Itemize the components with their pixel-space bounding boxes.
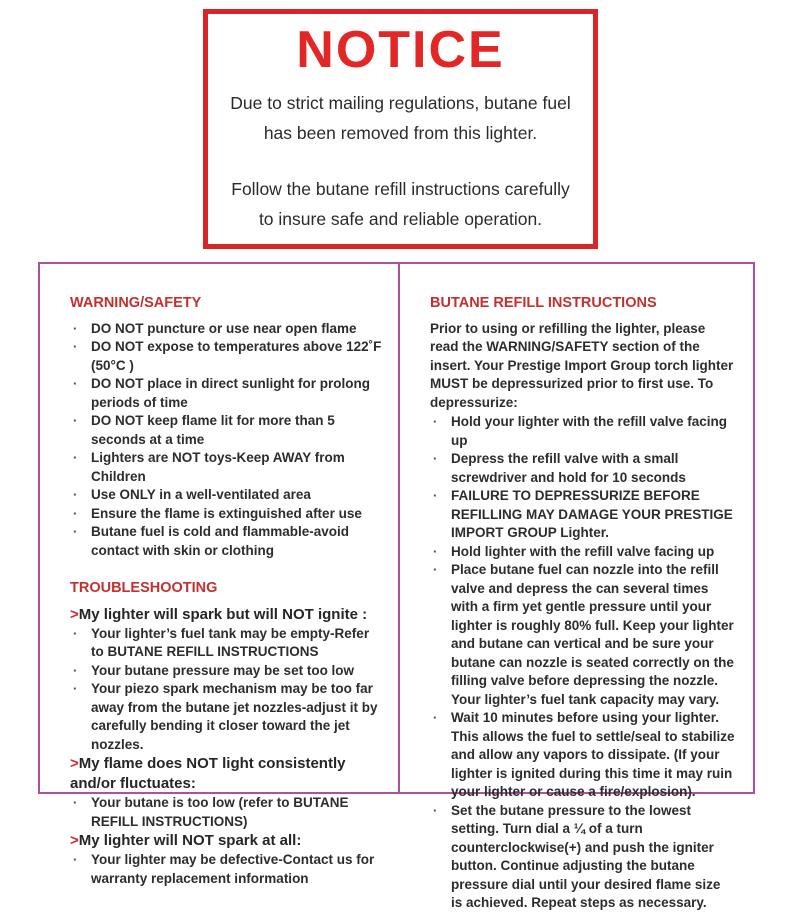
warning-item-text: DO NOT place in direct sunlight for prolong periods of time (91, 376, 371, 410)
arrow-marker-icon: > (70, 605, 79, 623)
warning-list-item (70, 449, 382, 486)
troubleshooting-heading (70, 605, 382, 625)
refill-step-text: FAILURE TO DEPRESSURIZE BEFORE REFILLING MAY DAMAGE YOUR PRESTIGE IMPORT GROUP Lighter. (451, 488, 733, 540)
warning-list-item (70, 320, 382, 339)
refill-step-text: Place butane fuel can nozzle into the refill valve and depress the can several times with a firm yet gentle pressure until your lighter is roughly 80% full. Keep your lighter and butane can vertical and be sure your butane can nozzle is seated correctly on the filling valve before depressing the nozzle. Your lighter’s fuel tank capacity may vary. (451, 562, 734, 707)
warning-list-item (70, 505, 382, 524)
troubleshooting-item-text: Your butane pressure may be set too low (91, 662, 355, 678)
refill-step-item (430, 487, 735, 543)
bullet-dot-icon: · (73, 505, 78, 521)
bullet-dot-icon: · (73, 450, 78, 465)
arrow-marker-icon: > (70, 832, 79, 849)
refill-steps-list (430, 413, 735, 913)
troubleshooting-heading-text: My lighter will NOT spark at all: (78, 832, 302, 849)
bullet-dot-icon: · (73, 662, 78, 678)
bullet-dot-icon: · (73, 487, 78, 502)
warning-item-text: Lighters are NOT toys-Keep AWAY from Children (91, 450, 345, 484)
troubleshooting-list-item (70, 851, 382, 888)
troubleshooting-list-1 (70, 625, 382, 755)
warning-item-text: DO NOT expose to temperatures above 122˚F (50°C ) (91, 339, 382, 373)
bullet-dot-icon: · (433, 414, 438, 429)
bullet-dot-icon: · (433, 543, 438, 559)
bullet-dot-icon: · (73, 320, 78, 336)
troubleshooting-list-3 (70, 851, 382, 888)
notice-paragraph-1: Due to strict mailing regulations, butane fuel has been removed from this lighter. (230, 93, 571, 143)
warning-list-item (70, 338, 382, 375)
arrow-marker-icon: > (70, 755, 79, 772)
bullet-dot-icon: · (73, 339, 78, 354)
troubleshooting-section-1 (70, 605, 382, 755)
bullet-dot-icon: · (433, 488, 438, 503)
troubleshooting-list-2 (70, 794, 382, 831)
warning-list-item (70, 523, 382, 560)
refill-step-item (430, 413, 735, 450)
warning-item-text: DO NOT puncture or use near open flame (91, 320, 357, 336)
troubleshooting-section-2 (70, 754, 382, 831)
warning-list-item (70, 375, 382, 412)
warning-list-item (70, 486, 382, 505)
refill-step-item (430, 450, 735, 487)
notice-title: NOTICE (296, 21, 505, 79)
troubleshooting-section-3 (70, 831, 382, 888)
bullet-dot-icon: · (433, 802, 438, 818)
troubleshooting-heading (70, 831, 382, 851)
refill-intro: Prior to using or refilling the lighter, please read the WARNING/SAFETY section of the insert. Your Prestige Import Group torch lighter MUST be depressurized prior to first use. To depressurize: (430, 320, 734, 410)
refill-step-item (430, 543, 735, 562)
troubleshooting-heading-text: My lighter will spark but will NOT ignite : (78, 605, 368, 623)
troubleshooting-section-title: TROUBLESHOOTING (70, 580, 218, 596)
warning-section-title: WARNING/SAFETY (70, 295, 202, 311)
warning-list (70, 320, 382, 561)
warning-item-text: DO NOT keep flame lit for more than 5 seconds at a time (91, 413, 335, 447)
warning-item-text: Ensure the flame is extinguished after use (91, 505, 362, 521)
bullet-dot-icon: · (433, 562, 438, 577)
refill-column (400, 264, 753, 910)
troubleshooting-item-text: Your butane is too low (refer to BUTANE REFILL INSTRUCTIONS) (91, 795, 349, 829)
bullet-dot-icon: · (73, 852, 78, 867)
troubleshooting-list-item (70, 662, 382, 681)
refill-step-text: Set the butane pressure to the lowest setting. Turn dial a ¼ of a turn counterclockwise(+) and push the igniter button. Continue adjusting the butane pressure dial until your desired flame size is achieved. Repeat steps as necessary. (451, 802, 721, 910)
refill-step-item (430, 561, 735, 709)
refill-step-text: Hold lighter with the refill valve facing up (451, 543, 715, 559)
warning-column (40, 264, 400, 886)
refill-step-text: Hold your lighter with the refill valve facing up (451, 414, 728, 448)
refill-step-item (430, 709, 735, 802)
troubleshooting-list-item (70, 680, 382, 754)
refill-section-title: BUTANE REFILL INSTRUCTIONS (430, 295, 657, 311)
refill-step-item (430, 802, 735, 913)
bullet-dot-icon: · (73, 681, 78, 696)
troubleshooting-heading-text: My flame does NOT light consistently and/or fluctuates: (70, 755, 346, 792)
refill-step-text: Wait 10 minutes before using your lighter. This allows the fuel to settle/seal to stabilize and allow any vapors to dissipate. (If your lighter is ignited during this time it may ruin your lighter or cause a fire/explosion). (451, 710, 735, 799)
bullet-dot-icon: · (73, 625, 78, 641)
warning-item-text: Use ONLY in a well-ventilated area (91, 487, 311, 502)
refill-step-text: Depress the refill valve with a small screwdriver and hold for 10 seconds (451, 451, 686, 485)
warning-list-item (70, 412, 382, 449)
bullet-dot-icon: · (433, 451, 438, 466)
troubleshooting-item-text: Your lighter’s fuel tank may be empty-Refer to BUTANE REFILL INSTRUCTIONS (91, 625, 370, 659)
bullet-dot-icon: · (73, 413, 78, 428)
troubleshooting-list-item (70, 625, 382, 662)
troubleshooting-list-item (70, 794, 382, 831)
bullet-dot-icon: · (73, 795, 78, 810)
warning-item-text: Butane fuel is cold and flammable-avoid contact with skin or clothing (91, 524, 350, 558)
notice-paragraph-2: Follow the butane refill instructions carefully to insure safe and reliable operation. (231, 179, 570, 229)
bullet-dot-icon: · (73, 524, 78, 539)
bullet-dot-icon: · (433, 710, 438, 725)
notice-box (203, 9, 598, 249)
troubleshooting-item-text: Your piezo spark mechanism may be too far away from the butane jet nozzles-adjust it by carefully bending it closer toward the jet nozzles. (91, 681, 378, 752)
troubleshooting-item-text: Your lighter may be defective-Contact us for warranty replacement information (91, 852, 375, 886)
troubleshooting-heading (70, 754, 382, 794)
bullet-dot-icon: · (73, 376, 78, 391)
instructions-panel (38, 262, 755, 910)
